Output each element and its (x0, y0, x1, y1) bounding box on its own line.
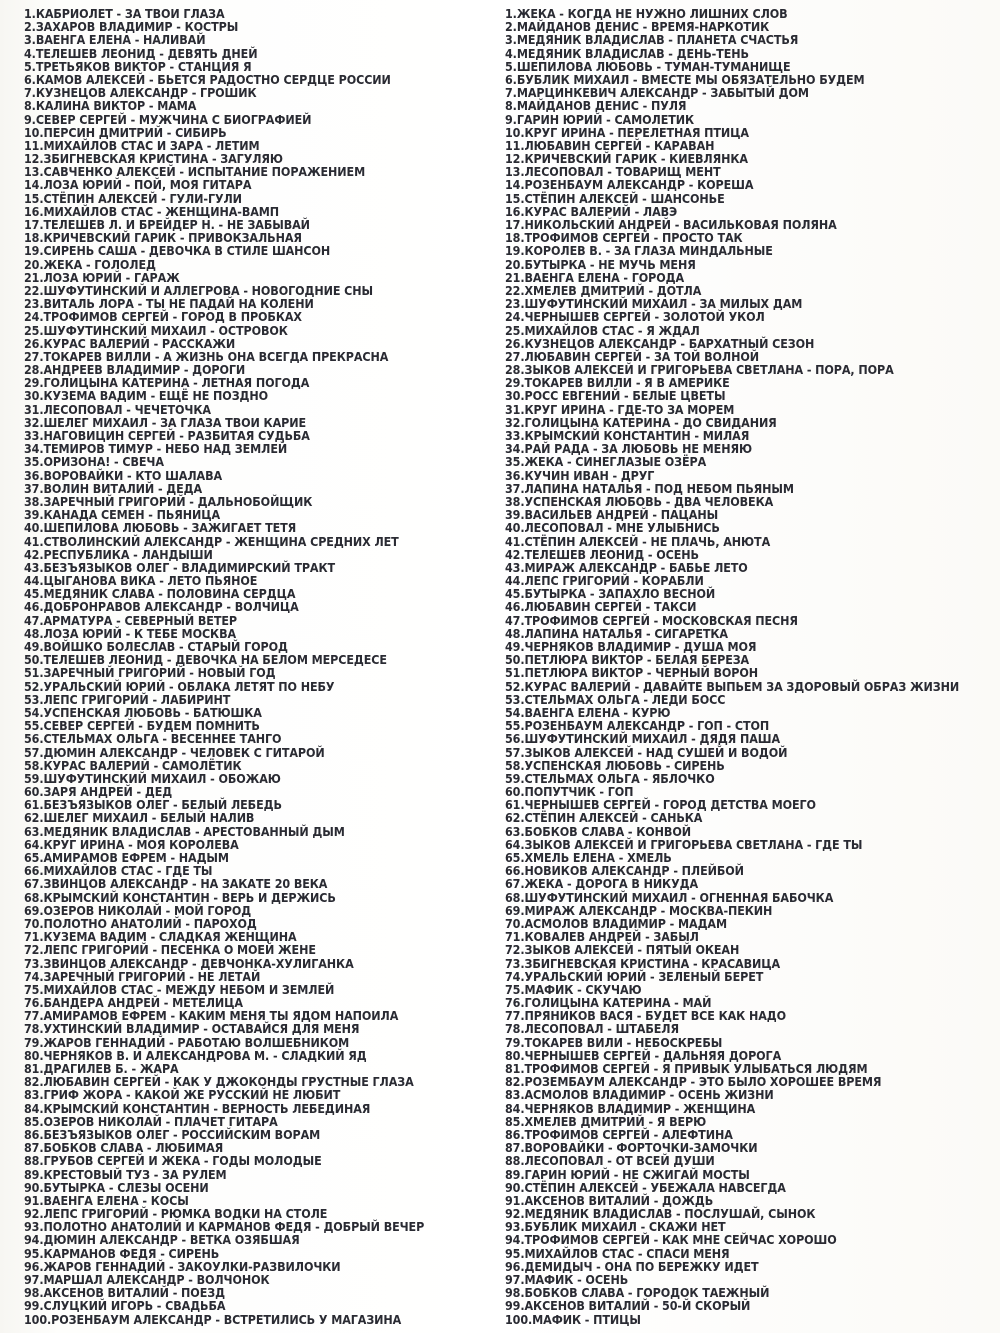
track-list-item: 41.СТВОЛИНСКИЙ АЛЕКСАНДР - ЖЕНЩИНА СРЕДНИХ ЛЕТ (24, 534, 399, 549)
track-list-item: 34.РАЙ РАДА - ЗА ЛЮБОВЬ НЕ МЕНЯЮ (505, 442, 752, 457)
track-list-item: 42.РЕСПУБЛИКА - ЛАНДЫШИ (24, 547, 213, 562)
track-list-item: 33.КРЫМСКИЙ КОНСТАНТИН - МИЛАЯ (505, 429, 750, 443)
track-list-item: 28.АНДРЕЕВ ВЛАДИМИР - ДОРОГИ (24, 363, 246, 378)
track-list-item: 87.ВОРОВАЙКИ - ФОРТОЧКИ-ЗАМОЧКИ (505, 1141, 758, 1156)
track-list-item: 5.ТРЕТЬЯКОВ ВИКТОР - СТАНЦИЯ Я (24, 59, 252, 74)
track-list-item: 6.БУБЛИК МИХАИЛ - ВМЕСТЕ МЫ ОБЯЗАТЕЛЬНО БУДЕМ (505, 72, 865, 87)
track-list-item: 61.БЕЗЪЯЗЫКОВ ОЛЕГ - БЕЛЫЙ ЛЕБЕДЬ (24, 798, 282, 813)
track-list-item: 32.ГОЛИЦЫНА КАТЕРИНА - ДО СВИДАНИЯ (505, 415, 777, 430)
track-list-item: 20.ЖЕКА - ГОЛОЛЕД (24, 257, 156, 272)
track-list-item: 66.НОВИКОВ АЛЕКСАНДР - ПЛЕЙБОЙ (505, 864, 744, 879)
track-list-item: 18.ТРОФИМОВ СЕРГЕЙ - ПРОСТО ТАК (505, 231, 743, 246)
track-list-item: 50.ТЕЛЕШЕВ ЛЕОНИД - ДЕВОЧКА НА БЕЛОМ МЕРСЕДЕСЕ (24, 653, 387, 668)
tracklist-right-column (505, 8, 997, 1327)
track-list-item: 47.АРМАТУРА - СЕВЕРНЫЙ ВЕТЕР (24, 613, 237, 628)
track-list-item: 93.БУБЛИК МИХАИЛ - СКАЖИ НЕТ (505, 1220, 726, 1235)
track-list-item: 22.ШУФУТИНСКИЙ И АЛЛЕГРОВА - НОВОГОДНИЕ СНЫ (24, 283, 373, 298)
track-list-item: 67.ЖЕКА - ДОРОГА В НИКУДА (505, 877, 699, 892)
track-list-item: 40.ЛЕСОПОВАЛ - МНЕ УЛЫБНИСЬ (505, 521, 720, 536)
track-list-item: 85.ХМЕЛЕВ ДМИТРИЙ - Я ВЕРЮ (505, 1114, 707, 1129)
track-list-item: 37.ЛАПИНА НАТАЛЬЯ - ПОД НЕБОМ ПЬЯНЫМ (505, 481, 794, 496)
track-list-item: 16.МИХАЙЛОВ СТАС - ЖЕНЩИНА-ВАМП (24, 204, 280, 219)
track-list-item: 43.БЕЗЪЯЗЫКОВ ОЛЕГ - ВЛАДИМИРСКИЙ ТРАКТ (24, 560, 336, 575)
track-list-item: 44.ЛЕПС ГРИГОРИЙ - КОРАБЛИ (505, 574, 704, 589)
track-list-item: 40.ШЕПИЛОВА ЛЮБОВЬ - ЗАЖИГАЕТ ТЕТЯ (24, 521, 297, 536)
track-list-item: 54.УСПЕНСКАЯ ЛЮБОВЬ - БАТЮШКА (24, 705, 262, 720)
track-list-item: 83.АСМОЛОВ ВЛАДИМИР - ОСЕНЬ ЖИЗНИ (505, 1088, 774, 1103)
track-list-item: 10.КРУГ ИРИНА - ПЕРЕЛЕТНАЯ ПТИЦА (505, 125, 749, 140)
track-list-item: 18.КРИЧЕВСКИЙ ГАРИК - ПРИВОКЗАЛЬНАЯ (24, 231, 302, 246)
track-list-item: 2.МАЙДАНОВ ДЕНИС - ВРЕМЯ-НАРКОТИК (505, 20, 770, 35)
track-list-item: 19.КОРОЛЕВ В. - ЗА ГЛАЗА МИНДАЛЬНЫЕ (505, 244, 773, 259)
track-list-item: 69.МИРАЖ АЛЕКСАНДР - МОСКВА-ПЕКИН (505, 903, 773, 918)
track-list-item: 55.СЕВЕР СЕРГЕЙ - БУДЕМ ПОМНИТЬ (24, 719, 260, 734)
track-list-item: 11.МИХАЙЛОВ СТАС И ЗАРА - ЛЕТИМ (24, 138, 260, 153)
track-list-item: 34.ТЕМИРОВ ТИМУР - НЕБО НАД ЗЕМЛЕЙ (24, 442, 288, 457)
track-list-item: 8.КАЛИНА ВИКТОР - МАМА (24, 99, 197, 114)
track-list-item: 16.КУРАС ВАЛЕРИЙ - ЛАВЭ (505, 204, 678, 219)
track-list-item: 44.ЦЫГАНОВА ВИКА - ЛЕТО ПЬЯНОЕ (24, 574, 258, 589)
track-list-item: 95.МИХАЙЛОВ СТАС - СПАСИ МЕНЯ (505, 1246, 730, 1261)
track-list-item: 45.МЕДЯНИК СЛАВА - ПОЛОВИНА СЕРДЦА (24, 587, 296, 602)
track-list-item: 5.ШЕПИЛОВА ЛЮБОВЬ - ТУМАН-ТУМАНИЩЕ (505, 59, 791, 74)
track-list-item: 91.ВАЕНГА ЕЛЕНА - КОСЫ (24, 1193, 189, 1208)
track-list-item: 38.УСПЕНСКАЯ ЛЮБОВЬ - ДВА ЧЕЛОВЕКА (505, 494, 774, 509)
track-list-item: 76.ГОЛИЦЫНА КАТЕРИНА - МАЙ (505, 996, 712, 1011)
track-list-item: 1.КАБРИОЛЕТ - ЗА ТВОИ ГЛАЗА (24, 7, 225, 21)
track-list-item: 58.УСПЕНСКАЯ ЛЮБОВЬ - СИРЕНЬ (505, 758, 725, 773)
track-list-item: 71.КУЗЕМА ВАДИМ - СЛАДКАЯ ЖЕНЩИНА (24, 930, 297, 945)
track-list-item: 59.ШУФУТИНСКИЙ МИХАИЛ - ОБОЖАЮ (24, 771, 281, 786)
track-list-item: 70.ПОЛОТНО АНАТОЛИЙ - ПАРОХОД (24, 916, 257, 931)
track-list-item: 94.ТРОФИМОВ СЕРГЕЙ - КАК МНЕ СЕЙЧАС ХОРОШО (505, 1233, 837, 1248)
track-list-item: 57.ЗЫКОВ АЛЕКСЕЙ - НАД СУШЕЙ И ВОДОЙ (505, 745, 788, 760)
track-list-item: 14.РОЗЕНБАУМ АЛЕКСАНДР - КОРЕША (505, 178, 754, 193)
track-list-item: 17.ТЕЛЕШЕВ Л. И БРЕЙДЕР Н. - НЕ ЗАБЫВАЙ (24, 218, 310, 232)
track-list-item: 73.ЗВИНЦОВ АЛЕКСАНДР - ДЕВЧОНКА-ХУЛИГАНКА (24, 956, 354, 971)
track-list-item: 97.МАФИК - ОСЕНЬ (505, 1273, 629, 1287)
track-list-item: 72.ЗЫКОВ АЛЕКСЕЙ - ПЯТЫЙ ОКЕАН (505, 943, 740, 958)
track-list-item: 21.ЛОЗА ЮРИЙ - ГАРАЖ (24, 270, 180, 285)
track-list-item: 15.СТЁПИН АЛЕКСЕЙ - ГУЛИ-ГУЛИ (24, 191, 242, 206)
track-list-item: 89.КРЕСТОВЫЙ ТУЗ - ЗА РУЛЕМ (24, 1167, 227, 1182)
track-list-item: 84.КРЫМСКИЙ КОНСТАНТИН - ВЕРНОСТЬ ЛЕБЕДИНАЯ (24, 1101, 371, 1116)
track-list-item: 56.СТЕЛЬМАХ ОЛЬГА - ВЕСЕННЕЕ ТАНГО (24, 732, 282, 747)
track-list-item: 37.ВОЛИН ВИТАЛИЙ - ДЕДА (24, 481, 203, 496)
track-list-item: 27.ТОКАРЕВ ВИЛЛИ - А ЖИЗНЬ ОНА ВСЕГДА ПРЕКРАСНА (24, 349, 389, 364)
track-list-item: 49.ЧЕРНЯКОВ ВЛАДИМИР - ДУША МОЯ (505, 640, 757, 654)
track-list-item: 84.ЧЕРНЯКОВ ВЛАДИМИР - ЖЕНЩИНА (505, 1101, 756, 1116)
track-list-item: 96.ДЕМИДЫЧ - ОНА ПО БЕРЕЖКУ ИДЕТ (505, 1259, 759, 1274)
track-list-item: 14.ЛОЗА ЮРИЙ - ПОЙ, МОЯ ГИТАРА (24, 178, 252, 193)
track-list-item: 78.ЛЕСОПОВАЛ - ШТАБЕЛЯ (505, 1022, 679, 1037)
track-list-item: 58.КУРАС ВАЛЕРИЙ - САМОЛЁТИК (24, 758, 242, 773)
track-list-item: 42.ТЕЛЕШЕВ ЛЕОНИД - ОСЕНЬ (505, 547, 699, 562)
track-list-item: 39.ВАСИЛЬЕВ АНДРЕЙ - ПАЦАНЫ (505, 508, 719, 523)
track-list-item: 98.БОБКОВ СЛАВА - ГОРОДОК ТАЕЖНЫЙ (505, 1286, 770, 1301)
track-list-item: 7.МАРЦИНКЕВИЧ АЛЕКСАНДР - ЗАБЫТЫЙ ДОМ (505, 86, 809, 101)
track-list-item: 100.РОЗЕНБАУМ АЛЕКСАНДР - ВСТРЕТИЛИСЬ У МАГАЗИНА (24, 1312, 402, 1327)
track-list-item: 71.КОВАЛЕВ АНДРЕЙ - ЗАБЫЛ (505, 930, 699, 945)
track-list-item: 65.ХМЕЛЬ ЕЛЕНА - ХМЕЛЬ (505, 851, 672, 865)
track-list-item: 77.ПРЯНИКОВ ВАСЯ - БУДЕТ ВСЕ КАК НАДО (505, 1009, 787, 1024)
track-list-item: 48.ЛОЗА ЮРИЙ - К ТЕБЕ МОСКВА (24, 626, 237, 641)
track-list-item: 53.ЛЕПС ГРИГОРИЙ - ЛАБИРИНТ (24, 692, 231, 707)
track-list-item: 31.ЛЕСОПОВАЛ - ЧЕЧЕТОЧКА (24, 402, 211, 417)
track-list-item: 63.МЕДЯНИК ВЛАДИСЛАВ - АРЕСТОВАННЫЙ ДЫМ (24, 824, 345, 839)
track-list-item: 13.ЛЕСОПОВАЛ - ТОВАРИЩ МЕНТ (505, 165, 721, 180)
track-list-item: 51.ЗАРЕЧНЫЙ ГРИГОРИЙ - НОВЫЙ ГОД (24, 666, 276, 681)
track-list-item: 15.СТЁПИН АЛЕКСЕЙ - ШАНСОНЬЕ (505, 191, 725, 206)
track-list-item: 67.ЗВИНЦОВ АЛЕКСАНДР - НА ЗАКАТЕ 20 ВЕКА (24, 877, 328, 892)
track-list-item: 49.ВОЙШКО БОЛЕСЛАВ - СТАРЫЙ ГОРОД (24, 640, 288, 654)
track-list-item: 90.СТЁПИН АЛЕКСЕЙ - УБЕЖАЛА НАВСЕГДА (505, 1180, 786, 1195)
track-list-item: 36.ВОРОВАЙКИ - КТО ШАЛАВА (24, 468, 223, 483)
track-list-item: 30.РОСС ЕВГЕНИЙ - БЕЛЫЕ ЦВЕТЫ (505, 389, 726, 404)
track-list-item: 100.МАФИК - ПТИЦЫ (505, 1312, 641, 1327)
track-list-item: 92.МЕДЯНИК ВЛАДИСЛАВ - ПОСЛУШАЙ, СЫНОК (505, 1207, 816, 1222)
track-list-item: 97.МАРШАЛ АЛЕКСАНДР - ВОЛЧОНОК (24, 1273, 270, 1287)
track-list-item: 73.ЗБИГНЕВСКАЯ КРИСТИНА - КРАСАВИЦА (505, 956, 781, 971)
track-list-item: 20.БУТЫРКА - НЕ МУЧЬ МЕНЯ (505, 257, 696, 272)
track-list-item: 59.СТЕЛЬМАХ ОЛЬГА - ЯБЛОЧКО (505, 771, 715, 786)
track-list-item: 99.АКСЕНОВ ВИТАЛИЙ - 50-Й СКОРЫЙ (505, 1299, 751, 1314)
track-list-item: 69.ОЗЕРОВ НИКОЛАЙ - МОЙ ГОРОД (24, 903, 252, 918)
track-list-item: 63.БОБКОВ СЛАВА - КОНВОЙ (505, 824, 691, 839)
track-list-item: 52.КУРАС ВАЛЕРИЙ - ДАВАЙТЕ ВЫПЬЕМ ЗА ЗДОРОВЫЙ ОБРАЗ ЖИЗНИ (505, 679, 960, 694)
track-list-item: 85.ОЗЕРОВ НИКОЛАЙ - ПЛАЧЕТ ГИТАРА (24, 1114, 278, 1129)
track-list-item: 11.ЛЮБАВИН СЕРГЕЙ - КАРАВАН (505, 138, 715, 153)
track-list-item: 86.ТРОФИМОВ СЕРГЕЙ - АЛЕФТИНА (505, 1127, 733, 1142)
track-list-item: 21.ВАЕНГА ЕЛЕНА - ГОРОДА (505, 270, 685, 285)
track-list-item: 43.МИРАЖ АЛЕКСАНДР - БАБЬЕ ЛЕТО (505, 560, 748, 575)
track-list-item: 33.НАГОВИЦИН СЕРГЕЙ - РАЗБИТАЯ СУДЬБА (24, 429, 310, 443)
track-list-item: 48.ЛАПИНА НАТАЛЬЯ - СИГАРЕТКА (505, 626, 728, 641)
track-list-item: 66.МИХАЙЛОВ СТАС - ГДЕ ТЫ (24, 864, 213, 879)
track-list-item: 64.КРУГ ИРИНА - МОЯ КОРОЛЕВА (24, 837, 239, 852)
track-list-item: 8.МАЙДАНОВ ДЕНИС - ПУЛЯ (505, 99, 687, 114)
track-list-item: 53.СТЕЛЬМАХ ОЛЬГА - ЛЕДИ БОСС (505, 692, 726, 707)
track-list-item: 77.АМИРАМОВ ЕФРЕМ - КАКИМ МЕНЯ ТЫ ЯДОМ НАПОИЛА (24, 1009, 399, 1024)
track-list-item: 4.МЕДЯНИК ВЛАДИСЛАВ - ДЕНЬ-ТЕНЬ (505, 46, 749, 61)
track-list-item: 93.ПОЛОТНО АНАТОЛИЙ И КАРМАНОВ ФЕДЯ - ДОБРЫЙ ВЕЧЕР (24, 1220, 425, 1235)
track-list-item: 10.ПЕРСИН ДМИТРИЙ - СИБИРЬ (24, 125, 227, 140)
track-list-item: 68.КРЫМСКИЙ КОНСТАНТИН - ВЕРЬ И ДЕРЖИСЬ (24, 890, 336, 905)
track-list-item: 51.ПЕТЛЮРА ВИКТОР - ЧЕРНЫЙ ВОРОН (505, 666, 759, 681)
track-list-item: 25.ШУФУТИНСКИЙ МИХАИЛ - ОСТРОВОК (24, 323, 288, 338)
track-list-item: 41.СТЁПИН АЛЕКСЕЙ - НЕ ПЛАЧЬ, АНЮТА (505, 534, 771, 549)
track-list-item: 94.ДЮМИН АЛЕКСАНДР - ВЕТКА ОЗЯБШАЯ (24, 1233, 300, 1248)
track-list-item: 57.ДЮМИН АЛЕКСАНДР - ЧЕЛОВЕК С ГИТАРОЙ (24, 745, 325, 760)
track-list-item: 55.РОЗЕНБАУМ АЛЕКСАНДР - ГОП - СТОП (505, 719, 770, 734)
track-list-item: 7.КУЗНЕЦОВ АЛЕКСАНДР - ГРОШИК (24, 86, 257, 101)
track-list-item: 23.ШУФУТИНСКИЙ МИХАИЛ - ЗА МИЛЫХ ДАМ (505, 297, 803, 312)
track-list-item: 60.ПОПУТЧИК - ГОП (505, 785, 634, 800)
track-list-item: 68.ШУФУТИНСКИЙ МИХАИЛ - ОГНЕННАЯ БАБОЧКА (505, 890, 834, 905)
track-list-item: 98.АКСЕНОВ ВИТАЛИЙ - ПОЕЗД (24, 1286, 225, 1301)
track-list-item: 99.СЛУЦКИЙ ИГОРЬ - СВАДЬБА (24, 1299, 226, 1314)
track-list-item: 19.СИРЕНЬ САША - ДЕВОЧКА В СТИЛЕ ШАНСОН (24, 244, 331, 259)
track-list-item: 72.ЛЕПС ГРИГОРИЙ - ПЕСЕНКА О МОЕЙ ЖЕНЕ (24, 943, 316, 958)
track-list-item: 54.ВАЕНГА ЕЛЕНА - КУРЮ (505, 705, 671, 720)
track-list-item: 30.КУЗЕМА ВАДИМ - ЕЩЁ НЕ ПОЗДНО (24, 389, 269, 404)
track-list-item: 89.ГАРИН ЮРИЙ - НЕ СЖИГАЙ МОСТЫ (505, 1167, 750, 1182)
track-list-item: 88.ГРУБОВ СЕРГЕЙ И ЖЕКА - ГОДЫ МОЛОДЫЕ (24, 1154, 322, 1169)
track-list-item: 82.ЛЮБАВИН СЕРГЕЙ - КАК У ДЖОКОНДЫ ГРУСТНЫЕ ГЛАЗА (24, 1075, 414, 1090)
track-list-item: 82.РОЗЕМБАУМ АЛЕКСАНДР - ЭТО БЫЛО ХОРОШЕЕ ВРЕМЯ (505, 1075, 882, 1090)
track-list-item: 17.НИКОЛЬСКИЙ АНДРЕЙ - ВАСИЛЬКОВАЯ ПОЛЯНА (505, 218, 837, 232)
track-list-item: 62.СТЁПИН АЛЕКСЕЙ - САНЬКА (505, 811, 703, 826)
track-list-item: 81.ТРОФИМОВ СЕРГЕЙ - Я ПРИВЫК УЛЫБАТЬСЯ ЛЮДЯМ (505, 1062, 868, 1076)
track-list-item: 74.УРАЛЬСКИЙ ЮРИЙ - ЗЕЛЕНЫЙ БЕРЕТ (505, 969, 764, 984)
track-list-item: 4.ТЕЛЕШЕВ ЛЕОНИД - ДЕВЯТЬ ДНЕЙ (24, 46, 258, 61)
track-list-item: 87.БОБКОВ СЛАВА - ЛЮБИМАЯ (24, 1141, 224, 1156)
track-list-item: 95.КАРМАНОВ ФЕДЯ - СИРЕНЬ (24, 1246, 220, 1261)
track-list-item: 75.МАФИК - СКУЧАЮ (505, 982, 642, 997)
track-list-item: 62.ШЕЛЕГ МИХАИЛ - БЕЛЫЙ НАЛИВ (24, 811, 255, 826)
track-list-item: 86.БЕЗЪЯЗЫКОВ ОЛЕГ - РОССИЙСКИМ ВОРАМ (24, 1127, 321, 1142)
track-list-item: 3.ВАЕНГА ЕЛЕНА - НАЛИВАЙ (24, 33, 206, 48)
track-list-item: 12.ЗБИГНЕВСКАЯ КРИСТИНА - ЗАГУЛЯЮ (24, 152, 283, 167)
track-list-item: 80.ЧЕРНЫШЕВ СЕРГЕЙ - ДАЛЬНЯЯ ДОРОГА (505, 1048, 782, 1063)
track-list-item: 28.ЗЫКОВ АЛЕКСЕЙ И ГРИГОРЬЕВА СВЕТЛАНА - ПОРА, ПОРА (505, 363, 894, 378)
track-list-item: 92.ЛЕПС ГРИГОРИЙ - РЮМКА ВОДКИ НА СТОЛЕ (24, 1207, 328, 1222)
track-list-item: 31.КРУГ ИРИНА - ГДЕ-ТО ЗА МОРЕМ (505, 402, 735, 417)
track-list-item: 6.КАМОВ АЛЕКСЕЙ - БЬЕТСЯ РАДОСТНО СЕРДЦЕ РОССИИ (24, 72, 391, 87)
track-list-item: 65.АМИРАМОВ ЕФРЕМ - НАДЫМ (24, 851, 229, 865)
track-list-item: 12.КРИЧЕВСКИЙ ГАРИК - КИЕВЛЯНКА (505, 152, 748, 167)
track-list-item: 2.ЗАХАРОВ ВЛАДИМИР - КОСТРЫ (24, 20, 239, 35)
track-list-item: 81.ДРАГИЛЕВ Б. - ЖАРА (24, 1062, 179, 1076)
track-list-item: 46.ЛЮБАВИН СЕРГЕЙ - ТАКСИ (505, 600, 697, 615)
track-list-item: 3.МЕДЯНИК ВЛАДИСЛАВ - ПЛАНЕТА СЧАСТЬЯ (505, 33, 799, 48)
track-list-item: 83.ГРИФ ЖОРА - КАКОЙ ЖЕ РУССКИЙ НЕ ЛЮБИТ (24, 1088, 341, 1103)
track-list-item: 32.ШЕЛЕГ МИХАИЛ - ЗА ГЛАЗА ТВОИ КАРИЕ (24, 415, 306, 430)
track-list-item: 1.ЖЕКА - КОГДА НЕ НУЖНО ЛИШНИХ СЛОВ (505, 7, 788, 21)
track-list-item: 35.ОРИЗОНА! - СВЕЧА (24, 455, 164, 470)
track-list-item: 9.ГАРИН ЮРИЙ - САМОЛЕТИК (505, 112, 695, 127)
track-list-item: 50.ПЕТЛЮРА ВИКТОР - БЕЛАЯ БЕРЕЗА (505, 653, 750, 668)
track-list-item: 76.БАНДЕРА АНДРЕЙ - МЕТЕЛИЦА (24, 996, 243, 1011)
track-list-item: 96.ЖАРОВ ГЕННАДИЙ - ЗАКОУЛКИ-РАЗВИЛОЧКИ (24, 1259, 341, 1274)
track-list-item: 9.СЕВЕР СЕРГЕЙ - МУЖЧИНА С БИОГРАФИЕЙ (24, 112, 312, 127)
track-list-item: 26.КУРАС ВАЛЕРИЙ - РАССКАЖИ (24, 336, 236, 351)
track-list-item: 46.ДОБРОНРАВОВ АЛЕКСАНДР - ВОЛЧИЦА (24, 600, 299, 615)
track-list-item: 29.ТОКАРЕВ ВИЛЛИ - Я В АМЕРИКЕ (505, 376, 730, 391)
track-list-item: 29.ГОЛИЦЫНА КАТЕРИНА - ЛЕТНАЯ ПОГОДА (24, 376, 310, 391)
track-list-item: 75.МИХАЙЛОВ СТАС - МЕЖДУ НЕБОМ И ЗЕМЛЕЙ (24, 982, 335, 997)
track-list-item: 24.ЧЕРНЫШЕВ СЕРГЕЙ - ЗОЛОТОЙ УКОЛ (505, 310, 765, 325)
track-list-item: 91.АКСЕНОВ ВИТАЛИЙ - ДОЖДЬ (505, 1193, 714, 1208)
track-list-item: 13.САВЧЕНКО АЛЕКСЕЙ - ИСПЫТАНИЕ ПОРАЖЕНИЕМ (24, 165, 366, 180)
track-list-item: 24.ТРОФИМОВ СЕРГЕЙ - ГОРОД В ПРОБКАХ (24, 310, 302, 325)
track-list-item: 22.ХМЕЛЕВ ДМИТРИЙ - ДОТЛА (505, 283, 702, 298)
track-list-item: 70.АСМОЛОВ ВЛАДИМИР - МАДАМ (505, 916, 727, 931)
tracklist-left-column (24, 8, 494, 1327)
track-list-item: 80.ЧЕРНЯКОВ В. И АЛЕКСАНДРОВА М. - СЛАДКИЙ ЯД (24, 1048, 367, 1063)
track-list-item: 56.ШУФУТИНСКИЙ МИХАИЛ - ДЯДЯ ПАША (505, 732, 780, 747)
track-list-item: 39.КАНАДА СЕМЕН - ПЬЯНИЦА (24, 508, 221, 523)
track-list-item: 45.БУТЫРКА - ЗАПАХЛО ВЕСНОЙ (505, 587, 716, 602)
track-list-item: 25.МИХАЙЛОВ СТАС - Я ЖДАЛ (505, 323, 700, 338)
track-list-item: 61.ЧЕРНЫШЕВ СЕРГЕЙ - ГОРОД ДЕТСТВА МОЕГО (505, 798, 816, 813)
track-list-item: 26.КУЗНЕЦОВ АЛЕКСАНДР - БАРХАТНЫЙ СЕЗОН (505, 336, 815, 351)
track-list-item: 90.БУТЫРКА - СЛЕЗЫ ОСЕНИ (24, 1180, 209, 1195)
track-list-item: 79.ЖАРОВ ГЕННАДИЙ - РАБОТАЮ ВОЛШЕБНИКОМ (24, 1035, 350, 1050)
track-list-item: 38.ЗАРЕЧНЫЙ ГРИГОРИЙ - ДАЛЬНОБОЙЩИК (24, 494, 313, 509)
track-list-item: 47.ТРОФИМОВ СЕРГЕЙ - МОСКОВСКАЯ ПЕСНЯ (505, 613, 798, 628)
track-list-item: 74.ЗАРЕЧНЫЙ ГРИГОРИЙ - НЕ ЛЕТАЙ (24, 969, 261, 984)
track-list-item: 64.ЗЫКОВ АЛЕКСЕЙ И ГРИГОРЬЕВА СВЕТЛАНА - ГДЕ ТЫ (505, 837, 863, 852)
track-list-item: 78.УХТИНСКИЙ ВЛАДИМИР - ОСТАВАЙСЯ ДЛЯ МЕНЯ (24, 1022, 360, 1037)
track-list-item: 36.КУЧИН ИВАН - ДРУГ (505, 468, 655, 483)
track-list-item: 88.ЛЕСОПОВАЛ - ОТ ВСЕЙ ДУШИ (505, 1154, 715, 1169)
track-list-item: 79.ТОКАРЕВ ВИЛИ - НЕБОСКРЕБЫ (505, 1035, 723, 1050)
track-list-item: 52.УРАЛЬСКИЙ ЮРИЙ - ОБЛАКА ЛЕТЯТ ПО НЕБУ (24, 679, 335, 694)
track-list-item: 35.ЖЕКА - СИНЕГЛАЗЫЕ ОЗЁРА (505, 455, 707, 470)
track-list-item: 23.ВИТАЛЬ ЛОРА - ТЫ НЕ ПАДАЙ НА КОЛЕНИ (24, 297, 314, 312)
track-list-item: 60.ЗАРЯ АНДРЕЙ - ДЕД (24, 785, 173, 800)
track-list-item: 27.ЛЮБАВИН СЕРГЕЙ - ЗА ТОЙ ВОЛНОЙ (505, 349, 759, 364)
